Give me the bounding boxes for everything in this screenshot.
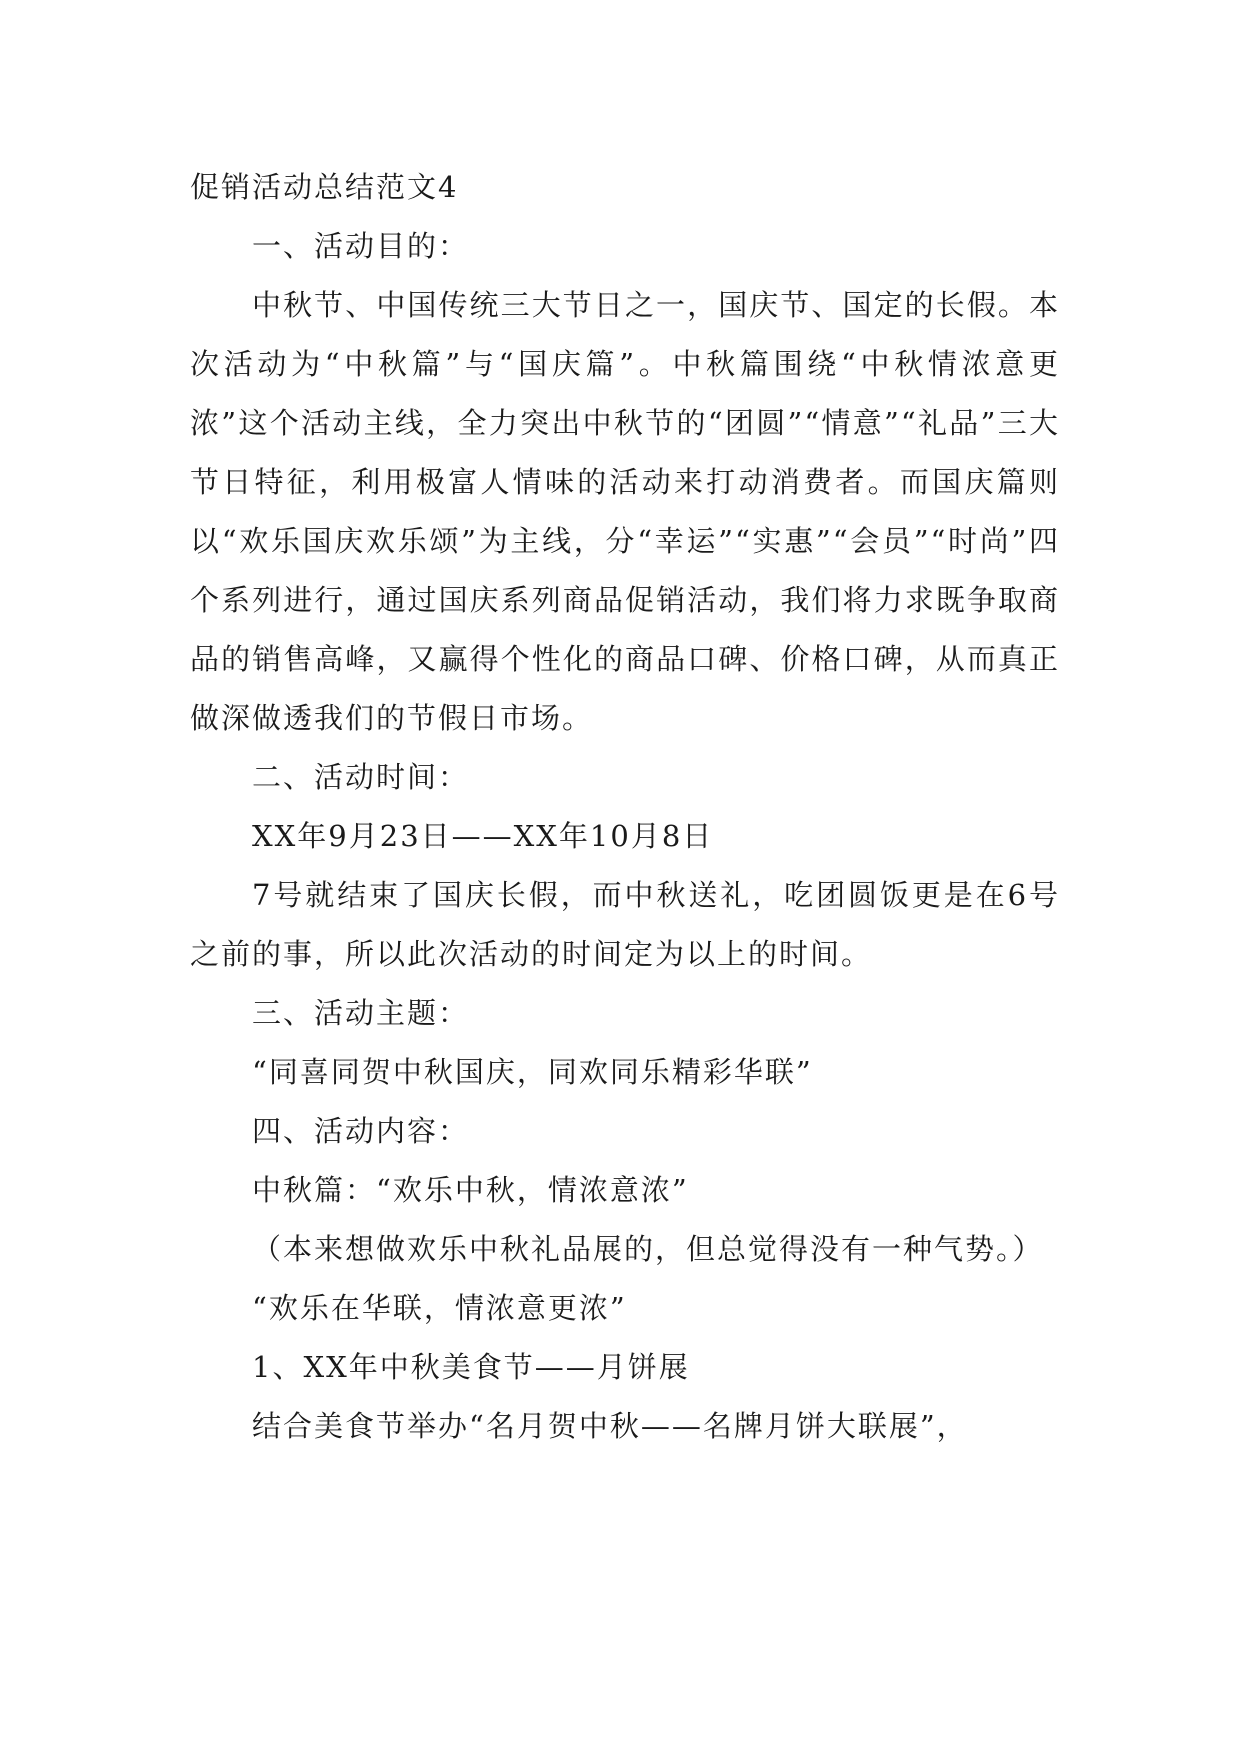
paragraph-time-explanation: 7号就结束了国庆长假，而中秋送礼，吃团圆饭更是在6号之前的事，所以此次活动的时间定为以上的时间。 (190, 878, 1060, 971)
list-item-1-heading: 1、XX年中秋美食节——月饼展 (252, 1350, 690, 1384)
section-heading-purpose: 一、活动目的： (252, 229, 470, 263)
document-title: 促销活动总结范文4 (190, 170, 459, 204)
list-item-1-body: 结合美食节举办“名月贺中秋——名牌月饼大联展”， (252, 1409, 968, 1443)
section-heading-content: 四、活动内容： (252, 1114, 470, 1148)
activity-theme: “同喜同贺中秋国庆，同欢同乐精彩华联” (252, 1055, 813, 1089)
section-heading-theme: 三、活动主题： (252, 996, 470, 1030)
document-body (190, 158, 1060, 1456)
paragraph-note: （本来想做欢乐中秋礼品展的，但总觉得没有一种气势。） (252, 1232, 1044, 1266)
activity-slogan: “欢乐在华联，情浓意更浓” (252, 1291, 627, 1325)
activity-dates: XX年9月23日——XX年10月8日 (252, 819, 714, 853)
subsection-mid-autumn: 中秋篇：“欢乐中秋，情浓意浓” (252, 1173, 689, 1207)
paragraph-purpose: 中秋节、中国传统三大节日之一，国庆节、国定的长假。本次活动为“中秋篇”与“国庆篇”。中秋篇围绕“中秋情浓意更浓”这个活动主线，全力突出中秋节的“团圆”“情意”“礼品”三大节日特征，利用极富人情味的活动来打动消费者。而国庆篇则以“欢乐国庆欢乐颂”为主线，分“幸运”“实惠”“会员”“时尚”四个系列进行，通过国庆系列商品促销活动，我们将力求既争取商品的销售高峰，又赢得个性化的商品口碑、价格口碑，从而真正做深做透我们的节假日市场。 (190, 288, 1060, 735)
section-heading-time: 二、活动时间： (252, 760, 470, 794)
